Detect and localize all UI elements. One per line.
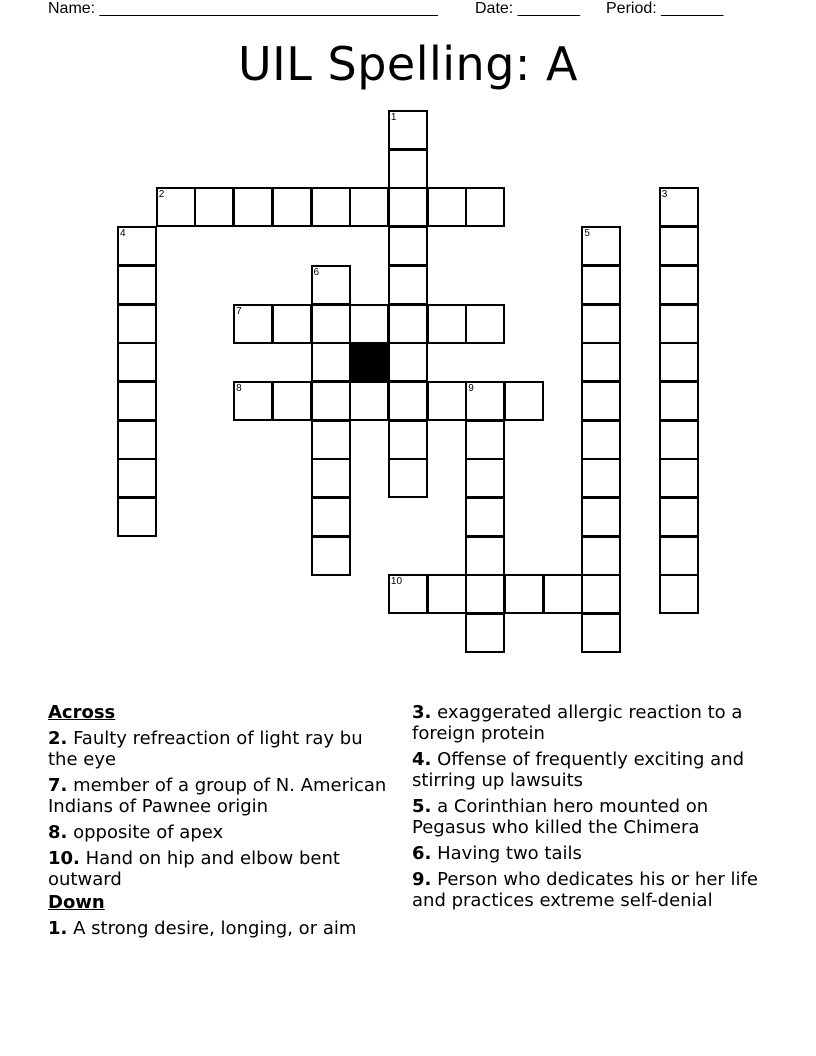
grid-cell[interactable]	[581, 420, 621, 460]
grid-cell[interactable]	[311, 187, 351, 227]
grid-cell[interactable]	[311, 342, 351, 382]
grid-cell[interactable]	[311, 265, 351, 305]
grid-cell[interactable]	[581, 458, 621, 498]
clue-number-label: 3	[661, 189, 668, 201]
clue-text: Person who dedicates his or her life and practices extreme self-denial	[412, 869, 758, 911]
grid-cell[interactable]	[427, 574, 467, 614]
grid-cell[interactable]	[311, 381, 351, 421]
clue-across-2	[48, 728, 393, 770]
clues-column-right	[412, 702, 762, 916]
grid-cell[interactable]	[543, 574, 583, 614]
clue-across-7	[48, 775, 393, 817]
clue-across-10	[48, 848, 393, 890]
clue-number: 8.	[48, 822, 68, 843]
grid-cell[interactable]	[504, 574, 544, 614]
grid-cell[interactable]	[659, 381, 699, 421]
clue-number: 2.	[48, 728, 68, 749]
grid-cell[interactable]	[581, 342, 621, 382]
grid-cell[interactable]	[659, 497, 699, 537]
grid-cell[interactable]	[388, 381, 428, 421]
grid-cell[interactable]	[427, 187, 467, 227]
grid-cell[interactable]	[156, 187, 196, 227]
grid-cell[interactable]	[388, 304, 428, 344]
date-field[interactable]: Date: _______	[475, 0, 580, 17]
grid-cell[interactable]	[581, 536, 621, 576]
grid-cell[interactable]	[465, 536, 505, 576]
clue-number-label: 8	[236, 382, 242, 394]
clue-number-label: 7	[236, 305, 242, 317]
grid-cell[interactable]	[659, 226, 699, 266]
clue-down-3	[412, 702, 762, 744]
grid-cell[interactable]	[504, 381, 544, 421]
clue-number: 6.	[412, 843, 432, 864]
grid-cell[interactable]	[659, 304, 699, 344]
clue-number: 1.	[48, 918, 68, 939]
grid-cell[interactable]	[388, 226, 428, 266]
grid-cell[interactable]	[465, 497, 505, 537]
clue-number-label: 6	[313, 266, 320, 278]
grid-cell[interactable]	[388, 574, 428, 614]
grid-block	[349, 342, 389, 382]
clue-text: a Corinthian hero mounted on Pegasus who killed the Chimera	[412, 796, 709, 838]
clue-number-label: 2	[158, 189, 165, 201]
grid-cell[interactable]	[581, 226, 621, 266]
grid-cell[interactable]	[465, 420, 505, 460]
grid-cell[interactable]	[388, 110, 428, 150]
grid-cell[interactable]	[465, 574, 505, 614]
grid-cell[interactable]	[311, 497, 351, 537]
clue-down-9	[412, 869, 762, 911]
clues-column-left	[48, 702, 393, 944]
grid-cell[interactable]	[349, 187, 389, 227]
clue-text: Hand on hip and elbow bent outward	[48, 848, 340, 890]
grid-cell[interactable]	[117, 226, 157, 266]
grid-cell[interactable]	[388, 265, 428, 305]
grid-cell[interactable]	[117, 342, 157, 382]
grid-cell[interactable]	[233, 381, 273, 421]
grid-cell[interactable]	[117, 497, 157, 537]
grid-cell[interactable]	[465, 304, 505, 344]
clue-text: member of a group of N. American Indians of Pawnee origin	[48, 775, 387, 817]
clue-number: 3.	[412, 702, 432, 723]
grid-cell[interactable]	[194, 187, 234, 227]
grid-cell[interactable]	[272, 304, 312, 344]
clue-number: 4.	[412, 749, 432, 770]
clue-text: Offense of frequently exciting and stirring up lawsuits	[412, 749, 745, 791]
period-field[interactable]: Period: _______	[606, 0, 724, 17]
grid-cell[interactable]	[233, 304, 273, 344]
clue-number: 5.	[412, 796, 432, 817]
grid-cell[interactable]	[465, 187, 505, 227]
grid-cell[interactable]	[388, 187, 428, 227]
clue-number-label: 5	[584, 228, 590, 240]
grid-cell[interactable]	[117, 381, 157, 421]
grid-cell[interactable]	[581, 497, 621, 537]
grid-cell[interactable]	[659, 342, 699, 382]
grid-cell[interactable]	[117, 304, 157, 344]
grid-cell[interactable]	[427, 304, 467, 344]
clue-number-label: 10	[390, 576, 403, 588]
clue-number: 9.	[412, 869, 432, 890]
grid-cell[interactable]	[581, 613, 621, 653]
grid-cell[interactable]	[659, 536, 699, 576]
grid-cell[interactable]	[659, 420, 699, 460]
grid-cell[interactable]	[117, 265, 157, 305]
clue-text: opposite of apex	[73, 822, 224, 843]
grid-cell[interactable]	[581, 381, 621, 421]
grid-cell[interactable]	[465, 458, 505, 498]
clue-text: Faulty refreaction of light ray bu the eye	[48, 728, 363, 770]
clue-number-label: 1	[390, 112, 397, 123]
grid-cell[interactable]	[659, 187, 699, 227]
clue-down-4	[412, 749, 762, 791]
grid-cell[interactable]	[272, 187, 312, 227]
grid-cell[interactable]	[117, 458, 157, 498]
grid-cell[interactable]	[311, 420, 351, 460]
grid-cell[interactable]	[311, 458, 351, 498]
down-heading: Down	[48, 892, 105, 913]
grid-cell[interactable]	[388, 342, 428, 382]
clue-text: exaggerated allergic reaction to a foreign protein	[412, 702, 743, 744]
clue-number: 10.	[48, 848, 80, 869]
name-field[interactable]: Name: ______________________________________	[48, 0, 438, 17]
clue-across-8	[48, 822, 393, 843]
grid-cell[interactable]	[388, 458, 428, 498]
grid-cell[interactable]	[659, 458, 699, 498]
clue-down-1	[48, 918, 393, 939]
clue-number-label: 9	[468, 382, 474, 394]
clue-down-5	[412, 796, 762, 838]
grid-cell[interactable]	[427, 381, 467, 421]
clue-text: Having two tails	[437, 843, 582, 864]
grid-cell[interactable]	[581, 265, 621, 305]
grid-cell[interactable]	[659, 265, 699, 305]
grid-cell[interactable]	[659, 574, 699, 614]
across-heading: Across	[48, 702, 116, 723]
grid-cell[interactable]	[581, 304, 621, 344]
clue-number: 7.	[48, 775, 68, 796]
grid-cell[interactable]	[388, 149, 428, 189]
grid-cell[interactable]	[388, 420, 428, 460]
grid-cell[interactable]	[581, 574, 621, 614]
clue-number-label: 4	[120, 228, 126, 240]
page-title: UIL Spelling: A	[238, 37, 578, 91]
grid-cell[interactable]	[465, 381, 505, 421]
grid-cell[interactable]	[233, 187, 273, 227]
grid-cell[interactable]	[349, 381, 389, 421]
clue-text: A strong desire, longing, or aim	[73, 918, 357, 939]
clue-down-6	[412, 843, 762, 864]
grid-cell[interactable]	[272, 381, 312, 421]
grid-cell[interactable]	[311, 304, 351, 344]
grid-cell[interactable]	[117, 420, 157, 460]
grid-cell[interactable]	[465, 613, 505, 653]
grid-cell[interactable]	[349, 304, 389, 344]
grid-cell[interactable]	[311, 536, 351, 576]
